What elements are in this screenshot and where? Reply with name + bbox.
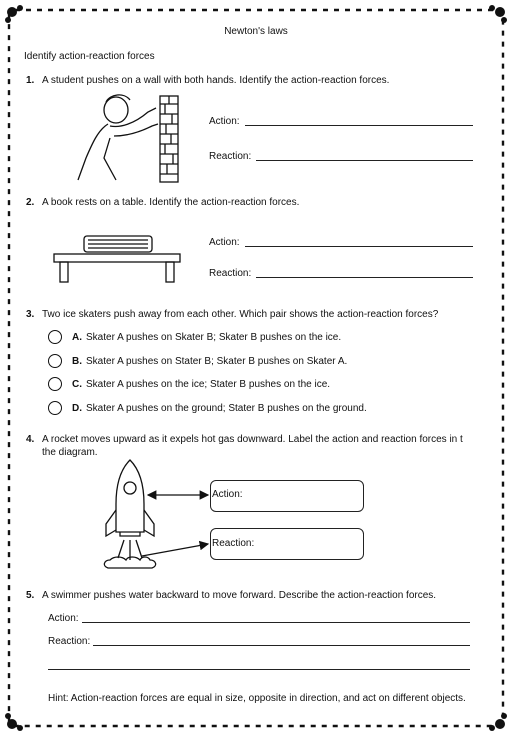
q5-extra-answer-line[interactable] — [48, 669, 470, 670]
q5-reaction-answer-line[interactable] — [93, 645, 470, 646]
q5-action-answer-line[interactable] — [82, 622, 470, 623]
q2-action-answer-line[interactable] — [245, 246, 473, 247]
q5-reaction-label: Reaction: — [48, 636, 91, 647]
q5-text: A swimmer pushes water backward to move forward. Describe the action-reaction forces. — [42, 590, 437, 601]
q1-reaction-answer-line[interactable] — [256, 160, 473, 161]
option-a-letter: A. — [72, 332, 82, 343]
option-c-radio[interactable] — [48, 377, 62, 391]
option-d-text: Skater A pushes on the ground; Stater B pushes on the ground. — [86, 403, 367, 414]
q1-text: A student pushes on a wall with both hands. Identify the action-reaction forces. — [42, 75, 390, 86]
q3-number: 3. — [26, 309, 35, 320]
option-d-letter: D. — [72, 403, 82, 414]
q4-reaction-label: Reaction: — [212, 538, 255, 549]
option-b-radio[interactable] — [48, 354, 62, 368]
hint-text: Hint: Action-reaction forces are equal in size, opposite in direction, and act on different objects. — [48, 693, 466, 704]
option-a-text: Skater A pushes on Skater B; Skater B pushes on the ice. — [86, 332, 342, 343]
option-d-radio[interactable] — [48, 401, 62, 415]
option-b-text: Skater A pushes on Stater B; Skater B pushes on Skater A. — [86, 356, 348, 367]
q1-action-label: Action: — [209, 116, 240, 127]
q2-text: A book rests on a table. Identify the action-reaction forces. — [42, 197, 300, 208]
q1-action-answer-line[interactable] — [245, 125, 473, 126]
student-pushing-wall-illustration — [70, 92, 190, 184]
rocket-icon — [104, 460, 155, 568]
q5-action-label: Action: — [48, 613, 79, 624]
q4-text-line1: A rocket moves upward as it expels hot gas downward. Label the action and reaction forces in t — [42, 434, 463, 445]
q3-text: Two ice skaters push away from each other. Which pair shows the action-reaction forces? — [42, 309, 439, 320]
option-c-text: Skater A pushes on the ice; Stater B pushes on the ice. — [86, 379, 331, 390]
q2-action-label: Action: — [209, 237, 240, 248]
q4-number: 4. — [26, 434, 35, 445]
q2-reaction-label: Reaction: — [209, 268, 252, 279]
book-on-table-illustration — [50, 232, 184, 284]
q4-action-label: Action: — [212, 489, 243, 500]
q1-number: 1. — [26, 75, 35, 86]
page-subtitle: Identify action-reaction forces — [24, 51, 155, 62]
q1-reaction-label: Reaction: — [209, 151, 252, 162]
option-c-letter: C. — [72, 379, 82, 390]
option-a-radio[interactable] — [48, 330, 62, 344]
option-b-letter: B. — [72, 356, 82, 367]
q4-text-line2: the diagram. — [42, 447, 98, 458]
page-title: Newton's laws — [224, 26, 288, 37]
reaction-arrow — [142, 544, 208, 556]
q2-reaction-answer-line[interactable] — [256, 277, 473, 278]
q2-number: 2. — [26, 197, 35, 208]
q5-number: 5. — [26, 590, 35, 601]
